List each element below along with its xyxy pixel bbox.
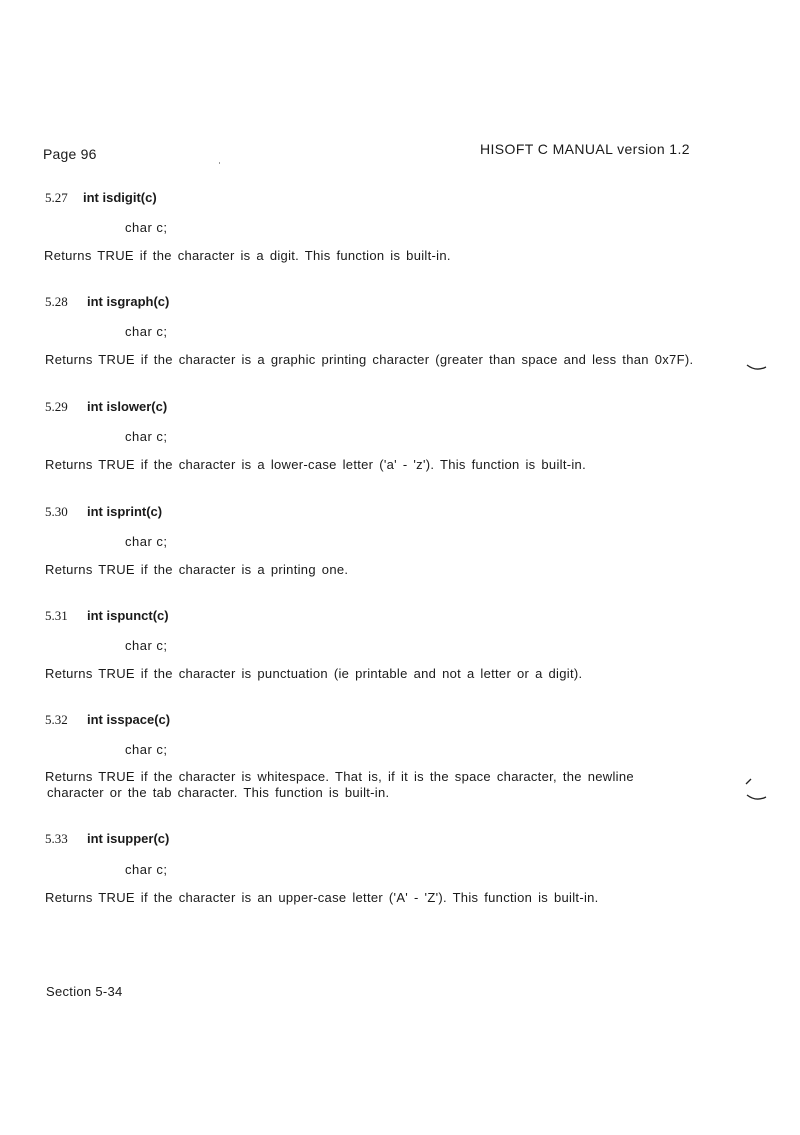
entry-declaration: char c; bbox=[125, 220, 168, 235]
entry-heading bbox=[45, 399, 167, 415]
entry-declaration: char c; bbox=[125, 324, 168, 339]
entry-number: 5.27 bbox=[45, 190, 68, 205]
entry-signature: int isupper(c) bbox=[87, 831, 170, 846]
entry-description: Returns TRUE if the character is a lower-case letter ('a' - 'z'). This function is built-in. bbox=[45, 457, 586, 472]
entry-number: 5.29 bbox=[45, 399, 68, 414]
entry-declaration: char c; bbox=[125, 742, 168, 757]
entry-signature: int islower(c) bbox=[87, 399, 168, 414]
line-break-mark bbox=[744, 776, 754, 786]
entry-heading bbox=[45, 504, 162, 520]
entry-declaration: char c; bbox=[125, 638, 168, 653]
entry-description: Returns TRUE if the character is a graphic printing character (greater than space and less than 0x7F). bbox=[45, 352, 694, 367]
entry-heading bbox=[45, 294, 169, 310]
entry-number: 5.30 bbox=[45, 504, 68, 519]
entry-description-line-1: Returns TRUE if the character is whitespace. That is, if it is the space character, the newline bbox=[45, 769, 634, 784]
entry-description-line-2: character or the tab character. This function is built-in. bbox=[47, 785, 390, 800]
entry-number: 5.28 bbox=[45, 294, 68, 309]
entry-declaration: char c; bbox=[125, 862, 168, 877]
entry-number: 5.32 bbox=[45, 712, 68, 727]
scan-speck bbox=[219, 162, 220, 164]
entry-signature: int isgraph(c) bbox=[87, 294, 170, 309]
entry-heading bbox=[45, 831, 169, 847]
manual-title: HISOFT C MANUAL version 1.2 bbox=[480, 141, 690, 157]
entry-signature: int isprint(c) bbox=[87, 504, 163, 519]
entry-signature: int isspace(c) bbox=[87, 712, 171, 727]
entry-signature: int isdigit(c) bbox=[83, 190, 157, 205]
entry-heading bbox=[45, 190, 157, 206]
entry-declaration: char c; bbox=[125, 534, 168, 549]
entry-signature: int ispunct(c) bbox=[87, 608, 169, 623]
entry-heading bbox=[45, 608, 169, 624]
page-number-label: Page 96 bbox=[43, 146, 97, 162]
entry-number: 5.31 bbox=[45, 608, 68, 623]
entry-description: Returns TRUE if the character is an upper-case letter ('A' - 'Z'). This function is built-in. bbox=[45, 890, 599, 905]
line-continuation-mark bbox=[746, 792, 768, 804]
entry-description: Returns TRUE if the character is punctuation (ie printable and not a letter or a digit). bbox=[45, 666, 583, 681]
entry-number: 5.33 bbox=[45, 831, 68, 846]
section-footer: Section 5-34 bbox=[46, 984, 123, 999]
entry-declaration: char c; bbox=[125, 429, 168, 444]
entry-description: Returns TRUE if the character is a printing one. bbox=[45, 562, 349, 577]
entry-heading bbox=[45, 712, 170, 728]
entry-description: Returns TRUE if the character is a digit. This function is built-in. bbox=[44, 248, 451, 263]
line-continuation-mark bbox=[746, 362, 768, 374]
